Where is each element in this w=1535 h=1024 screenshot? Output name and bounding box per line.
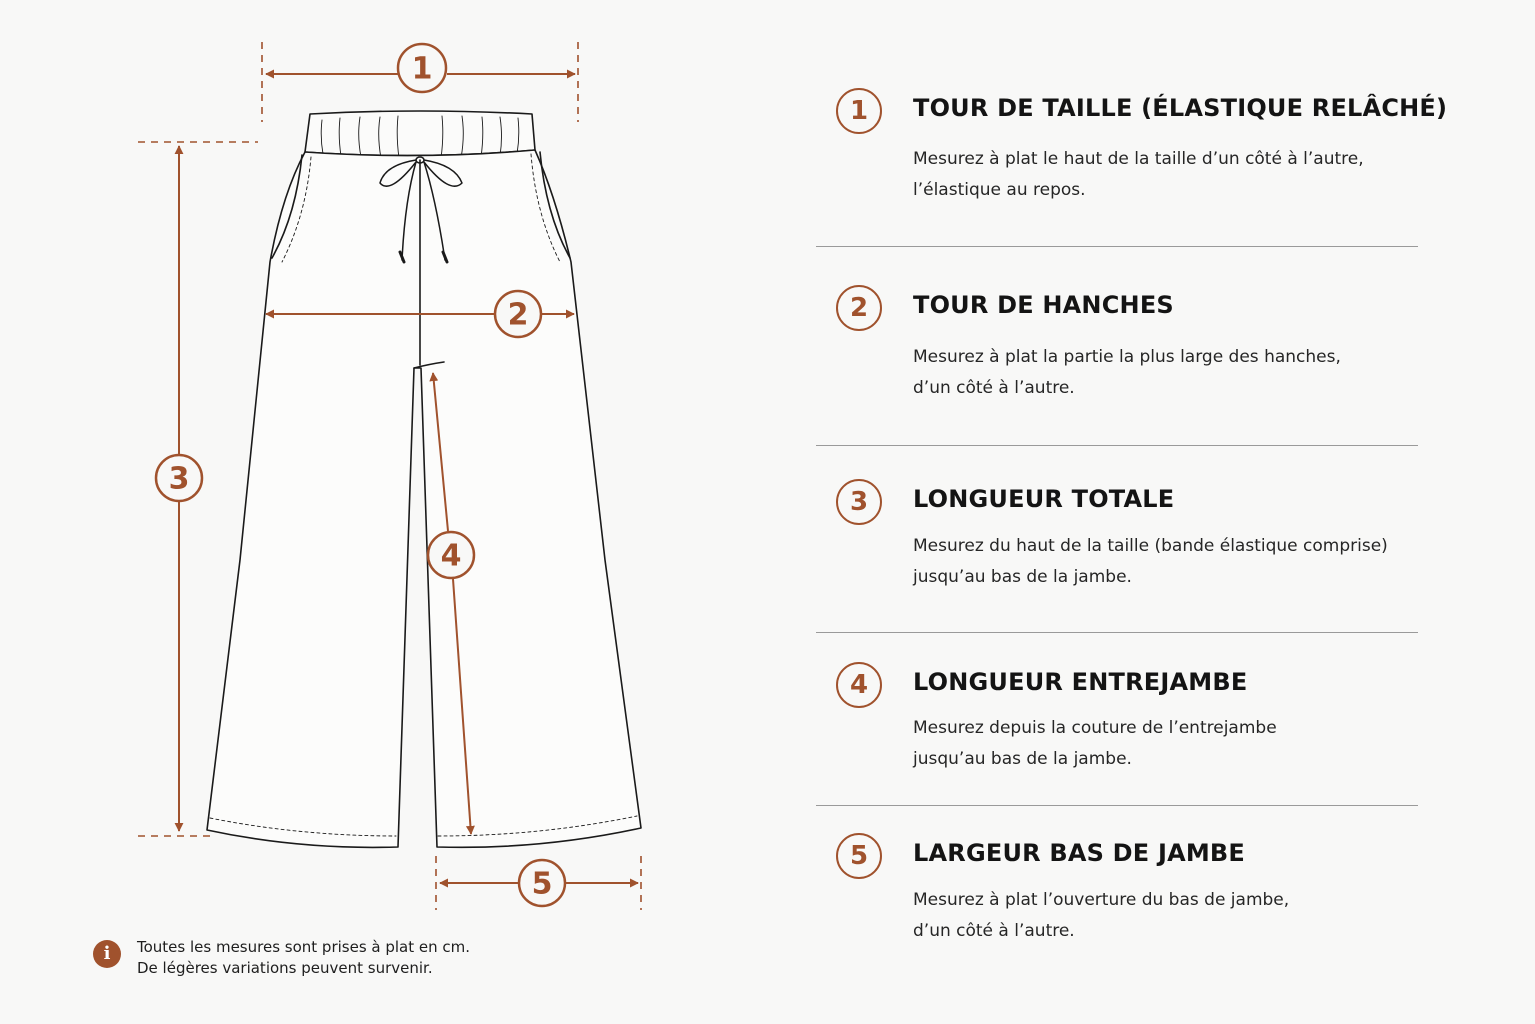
- description-line: Mesurez depuis la couture de l’entrejambe: [913, 718, 1277, 738]
- note-line-2: De légères variations peuvent survenir.: [137, 959, 433, 977]
- measurement-description: [913, 531, 1433, 593]
- divider: [816, 246, 1418, 247]
- measurement-number-badge: 5: [836, 833, 882, 879]
- note-line-1: Toutes les mesures sont prises à plat en cm.: [137, 938, 471, 956]
- measurement-title: LONGUEUR TOTALE: [913, 485, 1175, 513]
- measurement-description: [913, 144, 1433, 206]
- description-line: d’un côté à l’autre.: [913, 378, 1075, 398]
- badge-2-number: 2: [507, 297, 529, 333]
- divider: [816, 445, 1418, 446]
- badge-4-number: 4: [440, 538, 462, 574]
- measurement-description: [913, 713, 1433, 775]
- description-line: Mesurez à plat le haut de la taille d’un côté à l’autre,: [913, 149, 1364, 169]
- measurement-title: TOUR DE TAILLE (ÉLASTIQUE RELÂCHÉ): [913, 94, 1448, 122]
- badge-1-number: 1: [411, 51, 433, 87]
- description-line: Mesurez à plat la partie la plus large des hanches,: [913, 347, 1341, 367]
- description-line: jusqu’au bas de la jambe.: [913, 567, 1132, 587]
- measurement-number-badge: 4: [836, 662, 882, 708]
- measurement-number-badge: 2: [836, 285, 882, 331]
- pants-body: [207, 150, 641, 847]
- badge-3-number: 3: [168, 461, 190, 497]
- divider: [816, 632, 1418, 633]
- info-icon: i: [93, 940, 121, 968]
- badge-5-number: 5: [531, 866, 553, 902]
- divider: [816, 805, 1418, 806]
- description-line: jusqu’au bas de la jambe.: [913, 749, 1132, 769]
- pants-illustration: [207, 111, 641, 847]
- measurement-number-badge: 1: [836, 88, 882, 134]
- measurement-title: TOUR DE HANCHES: [913, 291, 1174, 319]
- description-line: Mesurez à plat l’ouverture du bas de jambe,: [913, 890, 1290, 910]
- measurement-description: [913, 885, 1433, 947]
- description-line: Mesurez du haut de la taille (bande élastique comprise): [913, 536, 1388, 556]
- measurement-title: LARGEUR BAS DE JAMBE: [913, 839, 1246, 867]
- description-line: l’élastique au repos.: [913, 180, 1086, 200]
- measurement-description: [913, 342, 1433, 404]
- measurement-title: LONGUEUR ENTREJAMBE: [913, 668, 1248, 696]
- description-line: d’un côté à l’autre.: [913, 921, 1075, 941]
- measurement-number-badge: 3: [836, 479, 882, 525]
